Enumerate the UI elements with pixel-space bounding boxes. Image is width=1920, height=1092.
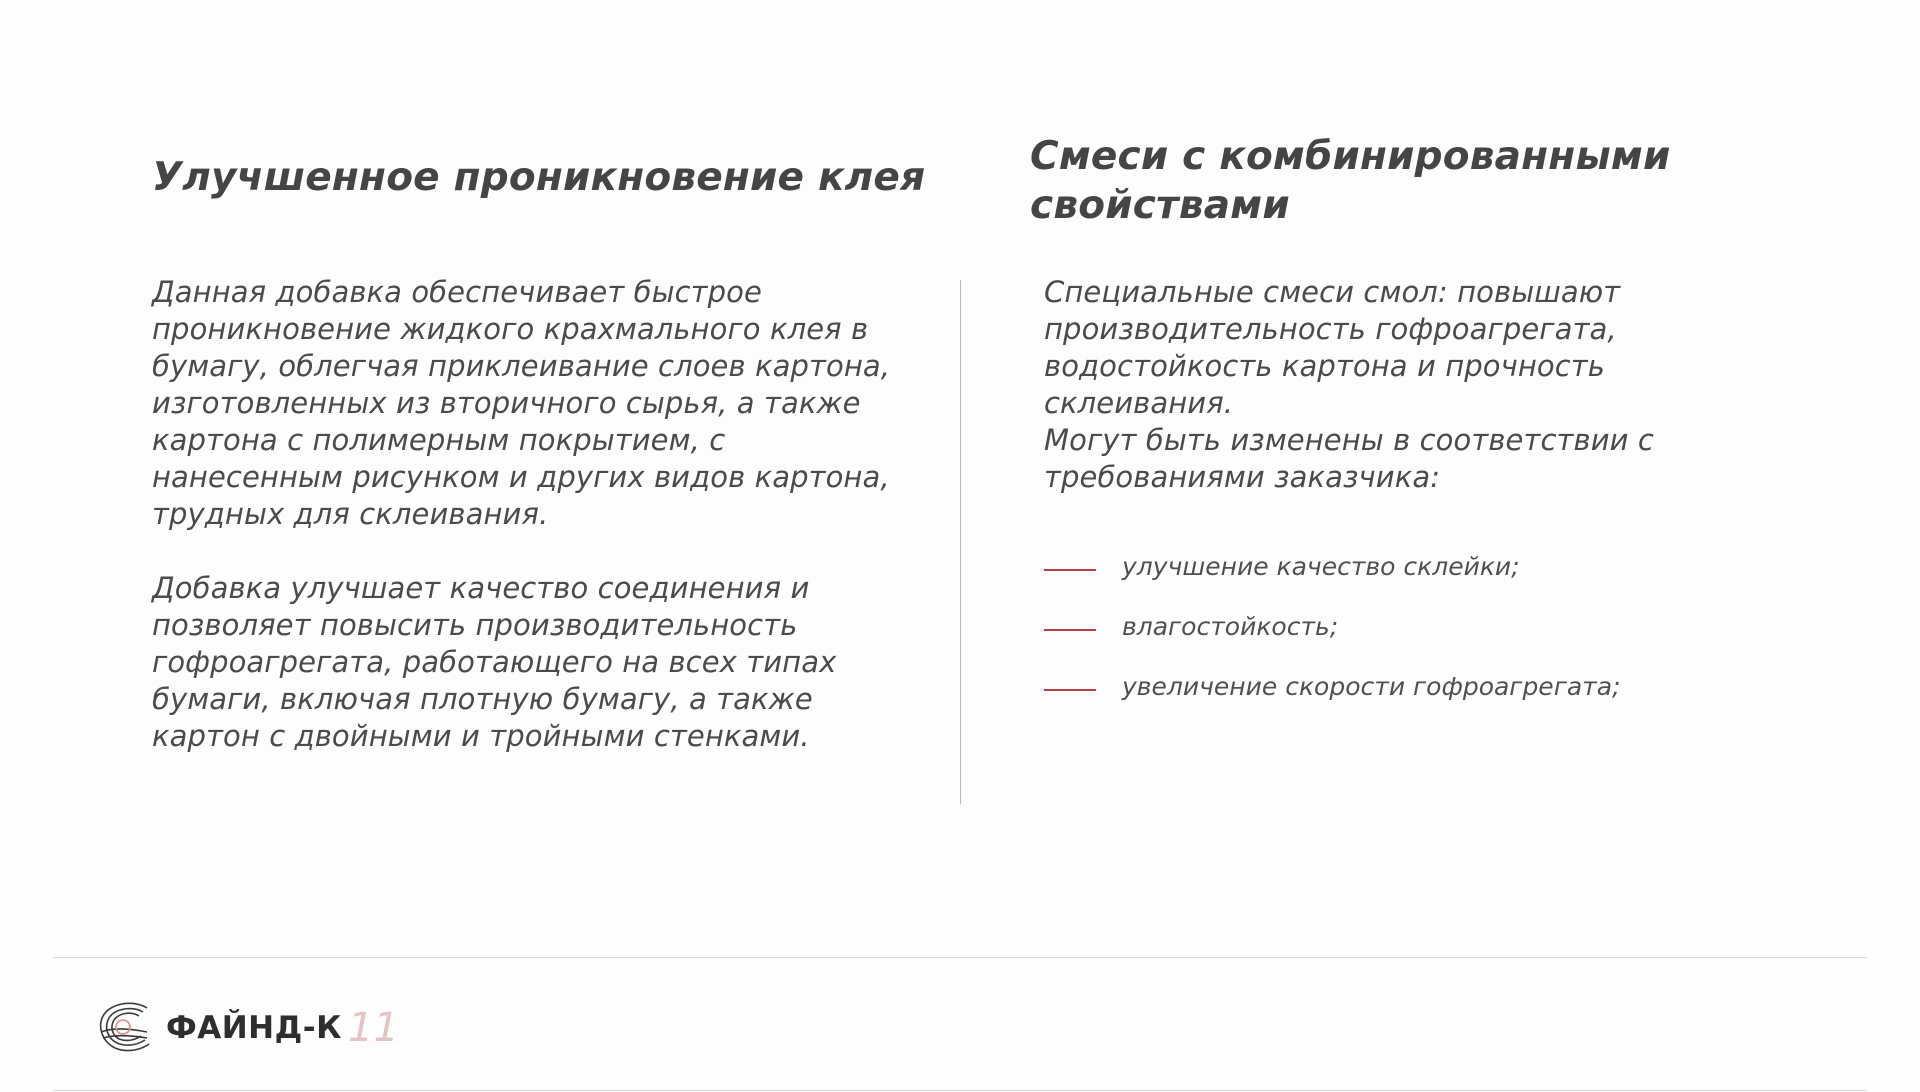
left-paragraph-2: Добавка улучшает качество соединения и позволяет повысить производительность гофроагрегата, работающего на всех типах бумаги, включая плотную бумагу, а также картон с двойными и тройными стенками. (152, 571, 837, 753)
list-item-text: улучшение качество склейки; (1122, 551, 1520, 581)
right-paragraph (1044, 274, 1734, 496)
right-heading: Смеси с комбинированными свойствами (1030, 134, 1671, 228)
dash-bullet-icon (1044, 629, 1096, 631)
dash-bullet-icon (1044, 689, 1096, 691)
list-item (1044, 536, 1620, 596)
list-item (1044, 596, 1620, 656)
page-number: 11 (348, 1005, 399, 1051)
bottom-border (53, 1090, 1867, 1091)
dash-bullet-icon (1044, 569, 1096, 571)
column-divider (960, 280, 961, 804)
shell-logo-icon (97, 998, 153, 1054)
feature-list (1044, 536, 1620, 716)
left-heading: Улучшенное проникновение клея (152, 155, 926, 200)
list-item-text: увеличение скорости гофроагрегата; (1122, 671, 1621, 701)
left-paragraph-1: Данная добавка обеспечивает быстрое проникновение жидкого крахмального клея в бумагу, облегчая приклеивание слоев картона, изготовленных из вторичного сырья, а также картона с полимерным покрытием, с нанесенным рисунком и других видов картона, трудных для склеивания. (152, 275, 891, 531)
list-item (1044, 656, 1620, 716)
right-paragraph-line-1: Специальные смеси смол: повышают производительность гофроагрегата, водостойкость картона и прочность склеивания. (1044, 275, 1621, 420)
list-item-text: влагостойкость; (1122, 611, 1339, 641)
brand-name: ФАЙНД-К (166, 1010, 342, 1046)
right-paragraph-line-2: Могут быть изменены в соответствии с требованиями заказчика: (1044, 423, 1654, 494)
footer-divider (53, 957, 1867, 958)
